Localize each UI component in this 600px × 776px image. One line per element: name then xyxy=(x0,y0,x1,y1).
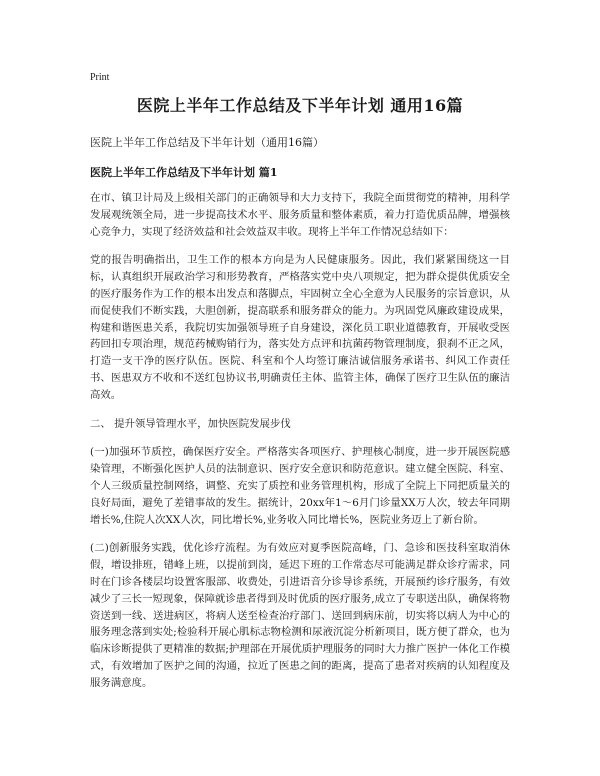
paragraph-party-building: 党的报告明确指出，卫生工作的根本方向是为人民健康服务。因此，我们紧紧围绕这一目标，认真组织开展政治学习和形势教育，严格落实党中央八项规定，把为群众提供优质安全的医疗服务作为工作的根本出发点和落脚点，牢固树立全心全意为人民服务的宗旨意识，从而促使我们不断实践，大胆创新，提高联系和服务群众的能力。为巩固党风廉政建设成果，构建和谐医患关系，我院切实加强领导班子自身建设，深化员工职业道德教育，开展收受医药回扣专项治理，规范药械购销行为，落实处方点评和抗菌药物管理制度，狠刹不正之风，打造一支干净的医疗队伍。医院、科室和个人均签订廉洁诚信服务承诺书、纠风工作责任书、医患双方不收和不送红包协议书,明确责任主体、监管主体，确保了医疗卫生队伍的廉洁高效。 xyxy=(90,254,510,401)
paragraph-section-two-heading: 二、 提升领导管理水平，加快医院发展步伐 xyxy=(90,417,291,430)
document-subtitle: 医院上半年工作总结及下半年计划（通用16篇） xyxy=(90,136,324,149)
document-title: 医院上半年工作总结及下半年计划 通用16篇 xyxy=(136,96,464,115)
section-heading: 医院上半年工作总结及下半年计划 篇1 xyxy=(90,166,278,179)
paragraph-intro: 在市、镇卫计局及上级相关部门的正确领导和大力支持下，我院全面贯彻党的精神，用科学发展观统领全局，进一步提高技术水平、服务质量和整体素质，着力打造优质品牌，增强核心竞争力，实现了经济效益和社会效益双丰收。现将上半年工作情况总结如下： xyxy=(90,192,510,238)
paragraph-service-innovation: (二)创新服务实践，优化诊疗流程。为有效应对夏季医院高峰，门、急诊和医技科室取消休假，增设排班，错峰上班，以提前到岗，延迟下班的工作常态尽可能满足群众诊疗需求，同时在门诊各楼层均设置客服部、收费处，引进语音分诊导诊系统，开展预约诊疗服务，有效减少了三长一短现象，保障就诊患者得到及时优质的医疗服务,成立了专职送出队，确保将物资送到一线、送进病区，将病人送至检查治疗部门、送回到病床前，切实将以病人为中心的服务理念落到实处;检验科开展心肌标志物检测和尿液沉淀分析新项目，既方便了群众，也为临床诊断提供了更精准的数据;护理部在开展优质护理服务的同时大力推广医护一体化工作模式，有效增加了医护之间的沟通，拉近了医患之间的距离，提高了患者对疾病的认知程度及服务满意度。 xyxy=(90,542,510,689)
print-label[interactable]: Print xyxy=(90,72,110,83)
paragraph-quality-control: (一)加强环节质控，确保医疗安全。严格落实各项医疗、护理核心制度，进一步开展医院感染管理，不断强化医护人员的法制意识、医疗安全意识和防范意识。建立健全医院、科室、个人三级质量控制网络，调整、充实了质控和业务管理机构，形成了全院上下同把质量关的良好局面，避免了差错事故的发生。据统计，20xx年1～6月门诊量XX万人次，较去年同期增长%,住院人次XX人次，同比增长%,业务收入同比增长%，医院业务迈上了新台阶。 xyxy=(90,446,510,526)
